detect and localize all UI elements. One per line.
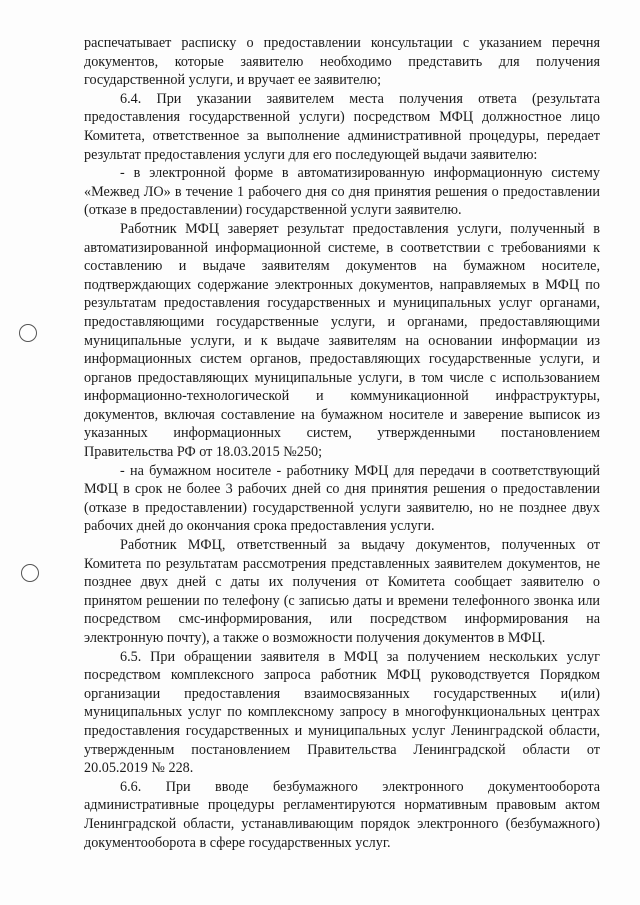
paragraph-6-4: 6.4. При указании заявителем места получения ответа (результата предоставления государственной услуги) посредством МФЦ должностное лицо Комитета, ответственное за выполнение административной процедуры, передает результат предоставления услуги для его последующей выдачи заявителю: <box>84 90 600 163</box>
paragraph-mfc-certifies: Работник МФЦ заверяет результат предоставления услуги, полученный в автоматизированной информационной системе, в соответствии с требованиями к составлению и выдаче заявителям документов на бумажном носителе, подтверждающих содержание электронных документов, направляемых в МФЦ по результатам предоставления государственных и муниципальных услуг органами, предоставляющими государственные услуги, и органами, предоставляющими муниципальные услуги, и к выдаче заявителям на основании информации из информационных систем органов, предоставляющих государственные услуги, и органов предоставляющих муниципальные услуги, в том числе с использованием информационно-технологической и коммуникационной инфраструктуры, документов, включая составление на бумажном носителе и заверение выписок из указанных информационных систем, утвержденными постановлением Правительства РФ от 18.03.2015 №250; <box>84 220 600 461</box>
paragraph-6-5: 6.5. При обращении заявителя в МФЦ за получением нескольких услуг посредством комплексного запроса работник МФЦ руководствуется Порядком организации предоставления взаимосвязанных государственных и(или) муниципальных услуг по комплексному запросу в многофункциональных центрах предоставления государственных и муниципальных услуг Ленинградской области, утвержденным постановлением Правительства Ленинградской области от 20.05.2019 № 228. <box>84 648 600 777</box>
paragraph-electronic-form: - в электронной форме в автоматизированную информационную систему «Межвед ЛО» в течение 1 рабочего дня со дня принятия решения о предоставлении (отказе в предоставлении) государственной услуги заявителю. <box>84 165 600 219</box>
punch-hole-mark <box>21 564 39 582</box>
punch-hole-mark <box>19 324 37 342</box>
document-body <box>84 34 600 852</box>
paragraph-paper-form: - на бумажном носителе - работнику МФЦ для передачи в соответствующий МФЦ в срок не более 3 рабочих дней со дня принятия решения о предоставлении (отказе в предоставлении) государственной услуги заявителю, но не позднее двух рабочих дней до окончания срока предоставления услуги. <box>84 462 600 535</box>
paragraph-receipt: распечатывает расписку о предоставлении консультации с указанием перечня документов, которые заявителю необходимо представить для получения государственной услуги, и вручает ее заявителю; <box>84 35 600 89</box>
paragraph-mfc-notifies: Работник МФЦ, ответственный за выдачу документов, полученных от Комитета по результатам рассмотрения представленных заявителем документов, не позднее двух дней с даты их получения от Комитета сообщает заявителю о принятом решении по телефону (с записью даты и времени телефонного звонка или посредством смс-информирования, или посредством информирования на электронную почту), а также о возможности получения документов в МФЦ. <box>84 537 600 646</box>
paragraph-6-6: 6.6. При вводе безбумажного электронного документооборота административные процедуры регламентируются нормативным правовым актом Ленинградской области, устанавливающим порядок электронного (безбумажного) документооборота в сфере государственных услуг. <box>84 778 600 851</box>
